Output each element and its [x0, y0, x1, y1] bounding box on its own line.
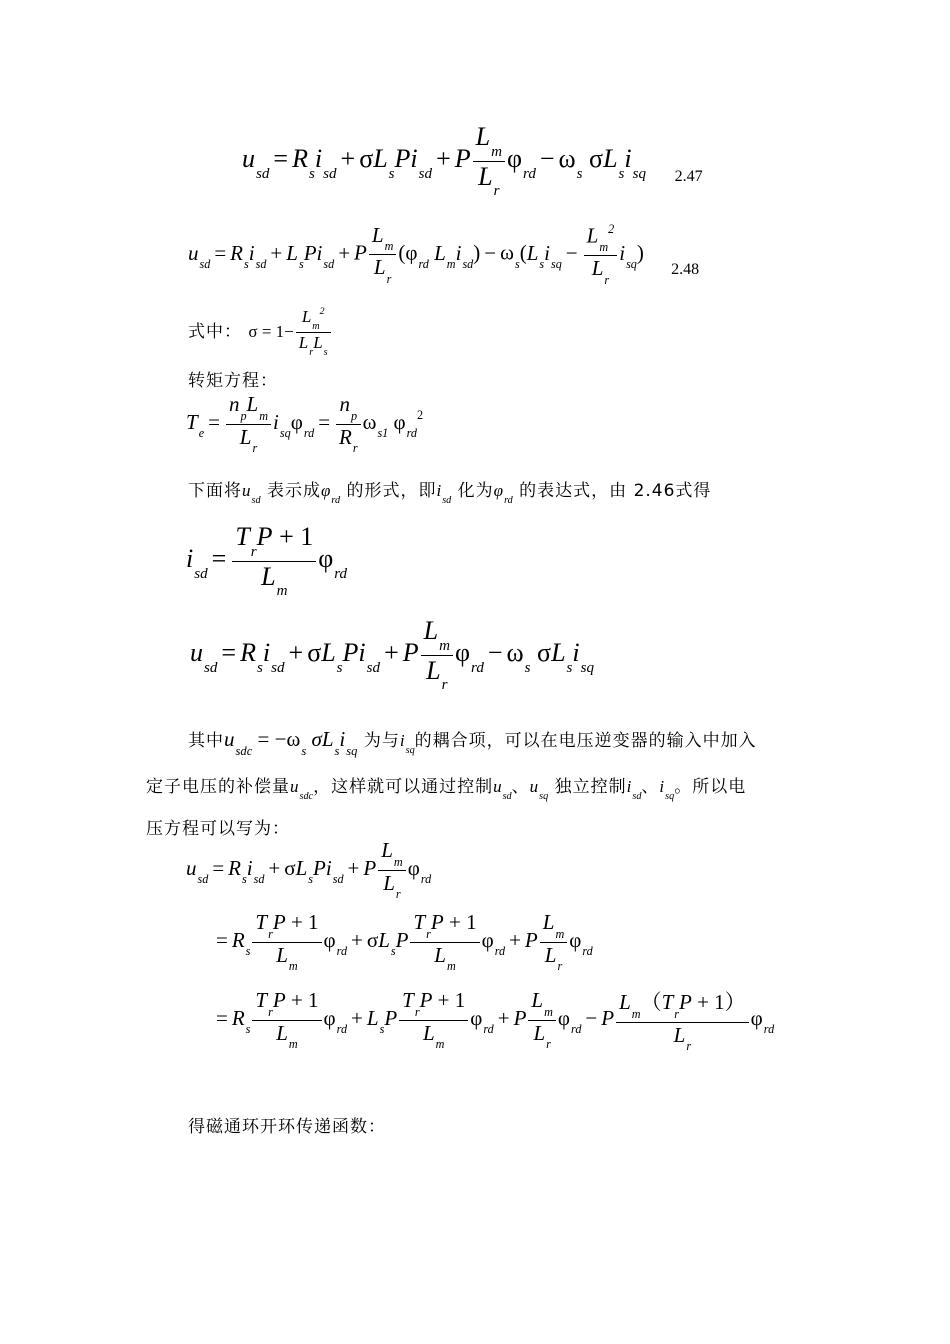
usd-equation: $u_{sd}= R_si_{sd}+ \sigma L_sPi_{sd}+ P$ $\frac{L_m}{L_r}$ $\varphi_{rd}- \omega_s$ $\sigma L_si_{sq}$: [190, 616, 595, 694]
derivation-line-2: = $R_s$ $\frac{T_rP + 1}{L_m}$ $\varphi_{rd} + \sigma L_sP$ $\frac{T_rP + 1}{L_m}$ $\varphi_{rd} + P$ $\frac{L_m}{L_r}$ $\varphi_{rd}$: [216, 910, 593, 974]
derivation-line-3: = $R_s$ $\frac{T_rP + 1}{L_m}$ $\varphi_{rd} + L_sP$ $\frac{T_rP + 1}{L_m}$ $\varphi_{rd} + P$ $\frac{L_m}{L_r}$ $\varphi_{rd} - P$ $\frac{L_m(T_rP + 1)}{L_r}$ $\varphi_{rd}$: [216, 988, 775, 1054]
text-segment: 独立控制: [554, 777, 627, 797]
text-line-3: 定子电压的补偿量$u_{sdc}$，这样就可以通过控制$u_{sd}$、$u_{sq}$ 独立控制$i_{sd}$、$i_{sq}$。所以电: [146, 777, 747, 803]
text-segment: 的耦合项，可以在电压逆变器的输入中加入: [414, 731, 757, 751]
sigma-definition: 式中： σ = 1− $\frac{L_m^2}{L_rL_s}$: [188, 306, 333, 358]
text-segment: 的表达式，由 2.46式得: [519, 481, 712, 501]
text-line-2: 其中$u_{sdc} = -\omega_s$ $\sigma L_si_{sq}$ 为与$i_{sq}$的耦合项，可以在电压逆变器的输入中加入: [188, 727, 757, 758]
equation-2-47: $u_{sd}= R_si_{sd}+ \sigma L_sPi_{sd}+ P$ $\frac{L_m}{L_r}$ $\varphi_{rd}- \omega_s$ $\sigma L_si_{sq}$ $_{2.47}$: [242, 122, 703, 200]
closing-text: 得磁通环开环传递函数：: [188, 1117, 386, 1137]
derivation-line-1: $u_{sd} = R_si_{sd} + \sigma L_sPi_{sd} + P$ $\frac{L_m}{L_r}$ $\varphi_{rd}$: [186, 838, 432, 902]
isd-equation: $i_{sd}=$ $\frac{T_rP + 1}{L_m}$ $\varphi_{rd}$: [186, 522, 348, 600]
equation-number: 2.47: [674, 168, 703, 186]
text-segment: 下面将: [188, 481, 242, 501]
equation-number: 2.48: [671, 261, 700, 279]
text-segment: 、: [641, 777, 660, 797]
text-segment: ，这样就可以通过控制: [313, 777, 494, 797]
text-segment: 的形式，即: [346, 481, 437, 501]
text-segment: 表示成: [266, 481, 321, 501]
where-label: 式中：: [188, 322, 242, 343]
text-segment: 。所以电: [674, 777, 747, 797]
text-segment: 、: [511, 777, 530, 797]
text-segment: 定子电压的补偿量: [146, 777, 290, 797]
text-line-1: 下面将$u_{sd}$ 表示成$\varphi_{rd}$ 的形式，即$i_{sd}$ 化为$\varphi_{rd}$ 的表达式，由 2.46式得: [188, 481, 712, 507]
torque-label: 转矩方程：: [188, 371, 278, 391]
torque-equation: $T_e$ = $\frac{n_pL_m}{L_r}$ $i_{sq}\varphi_{rd}$ = $\frac{n_p}{R_r}$ $\omega_{s1}$ $\varphi_{rd}^2$: [186, 392, 424, 456]
text-segment: 为与: [363, 731, 400, 751]
text-segment: 化为: [457, 481, 494, 501]
equation-2-48: $u_{sd} = R_si_{sd} + L_sPi_{sd} + P$ $\frac{L_m}{L_r}$ ($\varphi_{rd}$ $L_mi_{sd}) - \omega_s(L_si_{sq}$ − $\frac{L_m^2}{L_r}$ $i_{sq}$) $_{2.48}$: [188, 222, 700, 287]
text-segment: 其中: [188, 731, 224, 751]
text-line-4: 压方程可以写为：: [146, 819, 290, 839]
